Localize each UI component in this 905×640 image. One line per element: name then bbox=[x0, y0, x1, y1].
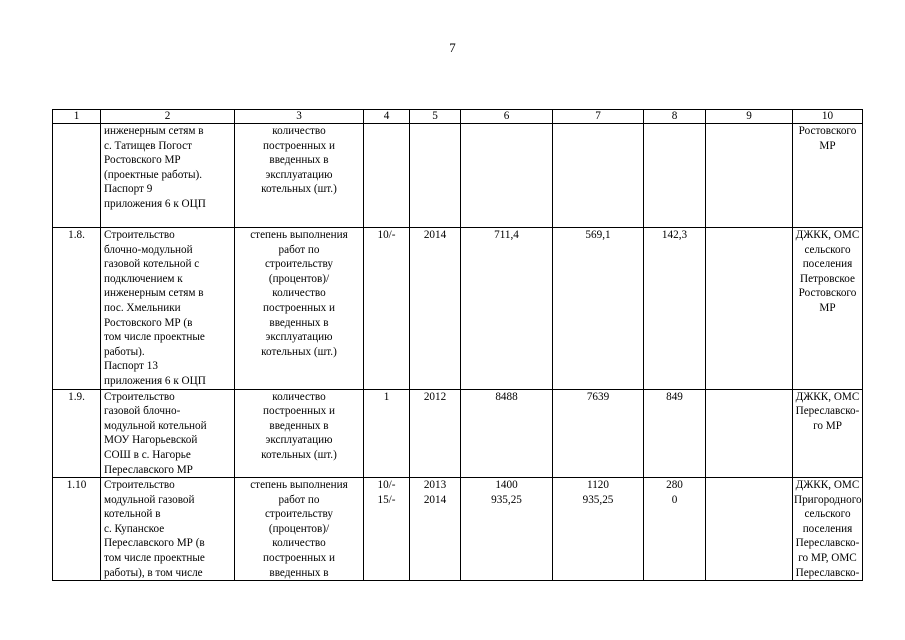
amount-cell: 849 bbox=[644, 389, 706, 478]
year-cell: 2013 2014 bbox=[410, 478, 461, 581]
header-cell: 6 bbox=[461, 110, 553, 124]
amount-cell bbox=[706, 124, 793, 228]
indicator-value-cell bbox=[364, 124, 410, 228]
activity-name-cell: Строительство газовой блочно- модульной котельной МОУ Нагорьевской СОШ в с. Нагорье Переславского МР bbox=[101, 389, 235, 478]
header-cell: 7 bbox=[553, 110, 644, 124]
header-cell: 10 bbox=[793, 110, 863, 124]
amount-cell bbox=[706, 228, 793, 390]
total-amount-cell: 1400 935,25 bbox=[461, 478, 553, 581]
table-header-row bbox=[53, 110, 863, 124]
row-number-cell bbox=[53, 124, 101, 228]
executor-cell: ДЖКК, ОМС сельского поселения Петровское Ростовского МР bbox=[793, 228, 863, 390]
amount-cell: 7639 bbox=[553, 389, 644, 478]
indicator-cell: количество построенных и введенных в эксплуатацию котельных (шт.) bbox=[235, 124, 364, 228]
row-number-cell: 1.10 bbox=[53, 478, 101, 581]
activity-name-cell: Строительство блочно-модульной газовой котельной с подключением к инженерным сетям в пос. Хмельники Ростовского МР (в том числе проектные работы). Паспорт 13 приложения 6 к ОЦП bbox=[101, 228, 235, 390]
header-cell: 5 bbox=[410, 110, 461, 124]
activity-name-cell: Строительство модульной газовой котельной в с. Купанское Переславского МР (в том числе проектные работы), в том числе bbox=[101, 478, 235, 581]
year-cell bbox=[410, 124, 461, 228]
header-cell: 4 bbox=[364, 110, 410, 124]
table-row bbox=[53, 228, 863, 390]
program-table bbox=[52, 109, 863, 581]
header-cell: 3 bbox=[235, 110, 364, 124]
indicator-value-cell: 10/- bbox=[364, 228, 410, 390]
total-amount-cell: 711,4 bbox=[461, 228, 553, 390]
year-cell: 2012 bbox=[410, 389, 461, 478]
indicator-value-cell: 1 bbox=[364, 389, 410, 478]
amount-cell bbox=[644, 124, 706, 228]
amount-cell bbox=[553, 124, 644, 228]
amount-cell: 569,1 bbox=[553, 228, 644, 390]
row-number-cell: 1.8. bbox=[53, 228, 101, 390]
indicator-cell: количество построенных и введенных в эксплуатацию котельных (шт.) bbox=[235, 389, 364, 478]
header-cell: 2 bbox=[101, 110, 235, 124]
row-number-cell: 1.9. bbox=[53, 389, 101, 478]
year-cell: 2014 bbox=[410, 228, 461, 390]
indicator-cell: степень выполнения работ по строительству (процентов)/ количество построенных и введенных в bbox=[235, 478, 364, 581]
indicator-value-cell: 10/- 15/- bbox=[364, 478, 410, 581]
header-cell: 9 bbox=[706, 110, 793, 124]
amount-cell bbox=[706, 389, 793, 478]
header-cell: 8 bbox=[644, 110, 706, 124]
total-amount-cell bbox=[461, 124, 553, 228]
header-cell: 1 bbox=[53, 110, 101, 124]
amount-cell: 142,3 bbox=[644, 228, 706, 390]
amount-cell: 280 0 bbox=[644, 478, 706, 581]
executor-cell: ДЖКК, ОМС Пригородного сельского поселения Переславско- го МР, ОМС Переславско- bbox=[793, 478, 863, 581]
total-amount-cell: 8488 bbox=[461, 389, 553, 478]
amount-cell: 1120 935,25 bbox=[553, 478, 644, 581]
executor-cell: Ростовского МР bbox=[793, 124, 863, 228]
table-row bbox=[53, 478, 863, 581]
table-row bbox=[53, 124, 863, 228]
executor-cell: ДЖКК, ОМС Переславско- го МР bbox=[793, 389, 863, 478]
indicator-cell: степень выполнения работ по строительству (процентов)/ количество построенных и введенных в эксплуатацию котельных (шт.) bbox=[235, 228, 364, 390]
table-row bbox=[53, 389, 863, 478]
amount-cell bbox=[706, 478, 793, 581]
page-number: 7 bbox=[449, 40, 456, 55]
activity-name-cell: инженерным сетям в с. Татищев Погост Ростовского МР (проектные работы). Паспорт 9 приложения 6 к ОЦП bbox=[101, 124, 235, 228]
